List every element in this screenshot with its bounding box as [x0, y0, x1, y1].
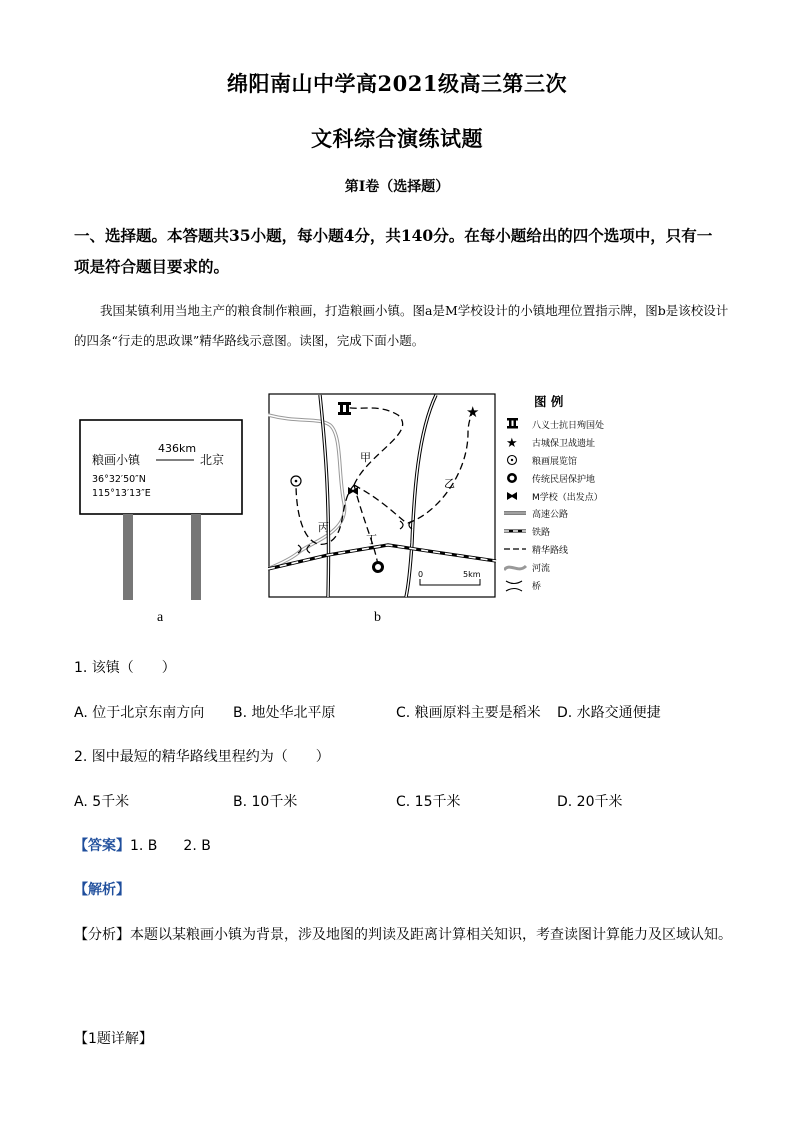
legend-memorial-icon [507, 418, 518, 429]
fenxi-paragraph [74, 924, 764, 944]
signboard-frame [80, 420, 242, 514]
question-1-stem: 1. 该镇（ ） [74, 660, 176, 676]
label-ding: 丁 [366, 533, 377, 546]
fenxi-label: 【分析】 [74, 927, 130, 943]
analysis-label: 【解析】 [74, 882, 130, 898]
label-bing: 丙 [318, 521, 329, 534]
legend-label-5: M学校（出发点） [532, 493, 603, 503]
label-jia: 甲 [360, 451, 371, 464]
sign-city-name: 北京 [200, 453, 225, 467]
legend-river-icon [504, 566, 526, 570]
legend-label-8: 精华路线 [532, 546, 569, 556]
legend-museum-icon [508, 456, 517, 465]
label-yi: 乙 [444, 477, 455, 490]
title-line-1: 绵阳南山中学高2021级高三第三次 [227, 71, 567, 96]
legend-school-icon [507, 492, 517, 500]
q2-option-b[interactable]: B. 10千米 [233, 794, 298, 810]
figure-b-route-map [268, 393, 498, 599]
detail-label: 【1题详解】 [74, 1031, 153, 1047]
legend-label-10: 桥 [532, 582, 542, 592]
sign-longitude: 115°13′13″E [92, 488, 151, 499]
scale-end: 5km [463, 570, 481, 579]
figure-a-caption: a [157, 610, 164, 625]
question-2-stem: 2. 图中最短的精华路线里程约为（ ） [74, 749, 330, 765]
figure-b-caption: b [374, 610, 381, 625]
legend-label-6: 高速公路 [532, 510, 569, 520]
answer-label: 【答案】 [74, 838, 130, 854]
sign-town-name: 粮画小镇 [92, 453, 141, 467]
museum-icon [291, 476, 301, 486]
q2-option-a[interactable]: A. 5千米 [74, 794, 130, 810]
sign-latitude: 36°32′50″N [92, 474, 146, 485]
scale-start: 0 [418, 570, 424, 579]
star-icon: ★ [466, 403, 480, 421]
legend-label-4: 传统民居保护地 [532, 475, 596, 485]
legend-label-7: 铁路 [532, 528, 551, 538]
legend-bridge-icon [506, 581, 522, 591]
intro-paragraph: 我国某镇利用当地主产的粮食制作粮画，打造粮画小镇。图a是M学校设计的小镇地理位置指示牌，图b是该校设计的四条“行走的思政课”精华路线示意图。读图，完成下面小题。 [74, 303, 729, 348]
legend-label-3: 粮画展览馆 [532, 457, 578, 467]
figure-a-signboard [78, 418, 248, 608]
signboard-post-right [191, 514, 201, 600]
legend-title: 图 例 [534, 394, 564, 409]
sign-distance: 436km [158, 442, 197, 455]
answer-text-1: 1. B [130, 838, 158, 854]
section-title: 第I卷（选择题） [344, 179, 450, 195]
answer-text-2: 2. B [183, 838, 211, 854]
legend-label-2: 古城保卫战遗址 [532, 439, 596, 449]
legend-label-9: 河流 [532, 564, 551, 574]
legend-residence-icon [507, 473, 517, 483]
legend-label-1: 八义士抗日殉国处 [532, 421, 605, 431]
q2-option-c[interactable]: C. 15千米 [396, 794, 461, 810]
q1-option-a[interactable]: A. 位于北京东南方向 [74, 705, 205, 721]
q1-option-b[interactable]: B. 地处华北平原 [233, 705, 336, 721]
q1-option-d[interactable]: D. 水路交通便捷 [557, 705, 661, 721]
signboard-post-left [123, 514, 133, 600]
section-instruction: 一、选择题。本答题共35小题，每小题4分，共140分。在每小题给出的四个选项中，只有一项是符合题目要求的。 [74, 226, 713, 276]
answer-line [74, 835, 211, 855]
legend [504, 390, 634, 600]
q1-option-c[interactable]: C. 粮画原料主要是稻米 [396, 705, 541, 721]
legend-star-icon: ★ [506, 436, 518, 451]
fenxi-text: 本题以某粮画小镇为背景，涉及地图的判读及距离计算相关知识，考查读图计算能力及区域认知。 [130, 927, 732, 943]
title-line-2: 文科综合演练试题 [311, 126, 483, 151]
residence-icon [372, 561, 384, 573]
q2-option-d[interactable]: D. 20千米 [557, 794, 623, 810]
